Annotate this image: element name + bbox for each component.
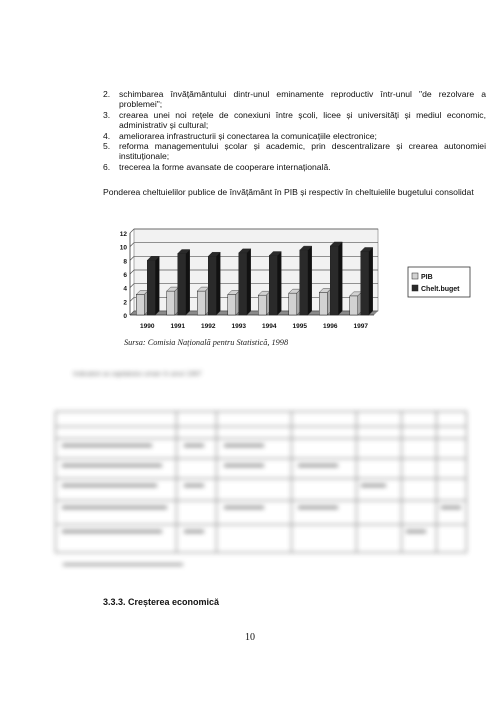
y-tick-label: 8 [123, 258, 127, 266]
bar-side [277, 252, 281, 315]
bar-side [186, 250, 190, 316]
bar-pib [167, 291, 175, 315]
list-number: 6. [103, 161, 111, 172]
gridline-edge [130, 270, 134, 274]
bar-chelt-buget [208, 256, 216, 315]
x-tick-label: 1992 [201, 323, 216, 330]
x-tick-label: 1995 [292, 323, 307, 330]
bar-pib [258, 295, 266, 315]
gridline-edge [130, 243, 134, 247]
y-tick-label: 6 [123, 272, 127, 279]
list-text: crearea unei noi rețele de conexiuni între școli, licee și universități și mediul economic, administrativ și cultural; [119, 109, 486, 131]
bar-pib [289, 293, 297, 315]
bar-chart [112, 227, 472, 345]
list-item [103, 141, 486, 162]
list-item [103, 131, 486, 141]
blurred-table-region [55, 371, 470, 571]
list-text: reforma managementului școlar și academic, prin descentralizare și crearea autonomiei instituționale; [119, 141, 486, 162]
y-tick-label: 10 [119, 244, 127, 252]
gridline-edge [130, 256, 134, 260]
chart-source: Sursa: Comisia Națională pentru Statistică, 1998 [124, 338, 289, 347]
x-tick-label: 1997 [353, 323, 368, 330]
legend-label-pib: PIB [421, 274, 433, 281]
legend-swatch-chelt-buget [412, 285, 418, 291]
bar-side [338, 242, 342, 315]
list-number: 3. [103, 109, 111, 120]
bar-chelt-buget [361, 251, 369, 315]
gridline-edge [130, 229, 134, 233]
page-number: 10 [245, 632, 255, 643]
gridline-edge [130, 284, 134, 288]
bar-pib [319, 292, 327, 315]
bar-pib [350, 296, 358, 315]
bar-chelt-buget [147, 260, 155, 315]
numbered-list [103, 89, 486, 172]
y-tick-label: 0 [123, 313, 127, 320]
y-tick-label: 4 [123, 285, 127, 293]
bar-chelt-buget [300, 250, 308, 315]
blurred-table-title: Indicatori ai capitalului uman în anul 1997 [73, 371, 202, 378]
bar-chelt-buget [269, 256, 277, 315]
bar-chelt-buget [239, 253, 247, 315]
list-text: ameliorarea infrastructurii și conectarea la comunicațiile electronice; [119, 130, 377, 141]
y-tick-label: 12 [119, 231, 127, 238]
x-tick-label: 1994 [262, 323, 277, 330]
bar-pib [228, 295, 236, 316]
x-tick-label: 1991 [170, 323, 185, 330]
gridline-edge [130, 297, 134, 301]
y-tick-label: 2 [123, 299, 127, 307]
bar-pib [197, 291, 205, 315]
legend-swatch-pib [412, 273, 418, 279]
bar-chelt-buget [178, 254, 186, 316]
list-number: 4. [103, 130, 111, 141]
bar-side [155, 256, 159, 315]
list-number: 5. [103, 141, 111, 152]
bar-pib [136, 295, 144, 316]
list-text: schimbarea învățământului dintr-unul eminamente reproductiv într-unul "de rezolvare a problemei"; [119, 89, 486, 110]
bar-side [247, 249, 251, 315]
legend-label-chelt-buget: Chelt.buget [421, 286, 460, 293]
bar-side [369, 247, 373, 315]
list-text: trecerea la forme avansate de cooperare internațională. [119, 161, 331, 172]
list-item [103, 110, 486, 131]
x-tick-label: 1996 [323, 323, 338, 330]
list-number: 2. [103, 89, 111, 99]
bar-chelt-buget [330, 246, 338, 315]
list-item [103, 162, 486, 172]
intro-paragraph: Ponderea cheltuielilor publice de învățământ în PIB și respectiv în cheltuielile bugetului consolidat [103, 187, 474, 197]
x-tick-label: 1990 [140, 323, 155, 330]
bar-side [308, 246, 312, 315]
blurred-table [55, 411, 467, 553]
x-tick-label: 1993 [231, 323, 246, 330]
blurred-source-line [63, 563, 183, 566]
bar-side [216, 252, 220, 315]
chart-svg [112, 227, 472, 345]
section-heading: 3.3.3. Creșterea economică [103, 597, 220, 607]
list-item [103, 89, 486, 110]
